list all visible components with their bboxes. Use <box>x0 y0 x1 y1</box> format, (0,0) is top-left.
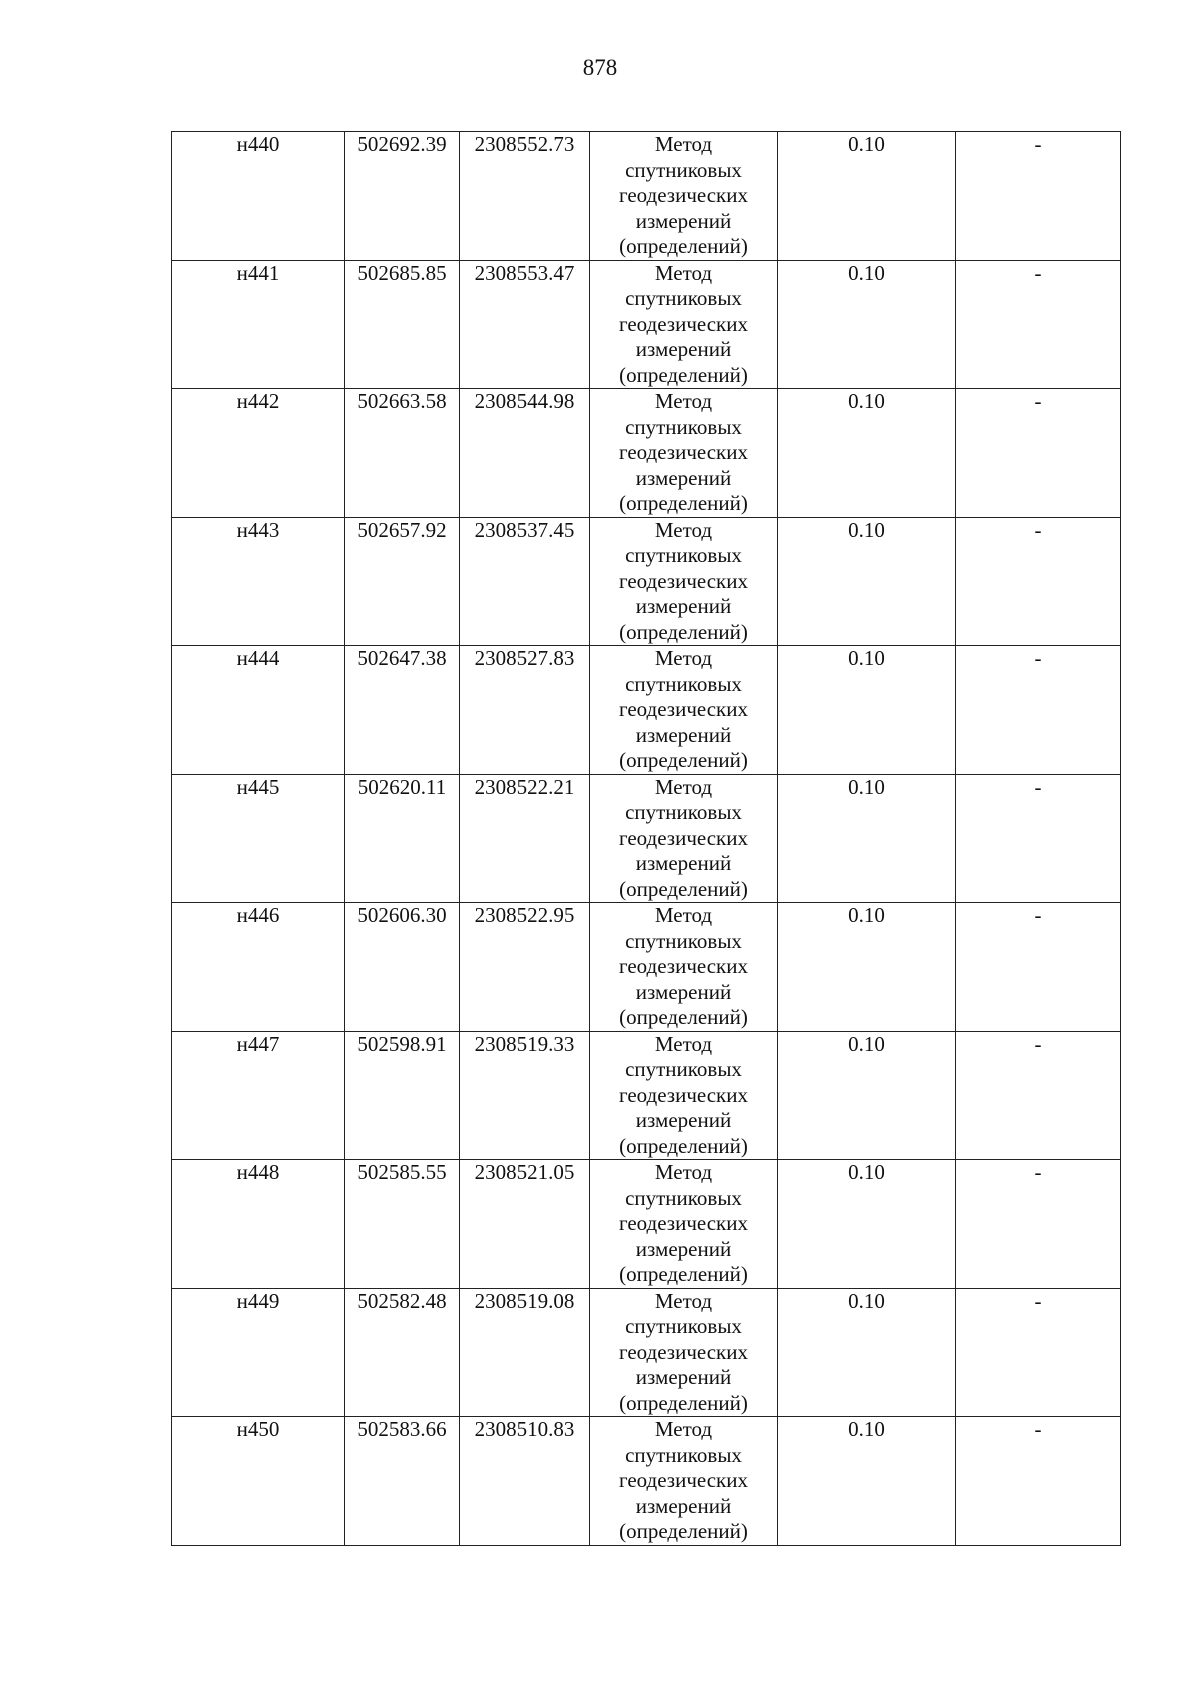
y-coordinate-cell: 2308521.05 <box>460 1160 590 1289</box>
x-coordinate-cell: 502692.39 <box>345 132 460 261</box>
x-coordinate-cell: 502598.91 <box>345 1031 460 1160</box>
x-coordinate-cell: 502606.30 <box>345 903 460 1032</box>
table-row <box>172 1288 1121 1417</box>
accuracy-cell: 0.10 <box>778 774 956 903</box>
method-cell: Метод спутниковых геодезических измерений (определений) <box>590 389 778 518</box>
method-cell: Метод спутниковых геодезических измерений (определений) <box>590 903 778 1032</box>
x-coordinate-cell: 502582.48 <box>345 1288 460 1417</box>
accuracy-cell: 0.10 <box>778 389 956 518</box>
method-cell: Метод спутниковых геодезических измерений (определений) <box>590 1417 778 1546</box>
accuracy-cell: 0.10 <box>778 1031 956 1160</box>
point-name-cell: н444 <box>172 646 345 775</box>
table-row <box>172 1417 1121 1546</box>
note-cell: - <box>956 260 1121 389</box>
y-coordinate-cell: 2308519.08 <box>460 1288 590 1417</box>
table-row <box>172 1160 1121 1289</box>
method-cell: Метод спутниковых геодезических измерений (определений) <box>590 1160 778 1289</box>
method-cell: Метод спутниковых геодезических измерений (определений) <box>590 1288 778 1417</box>
note-cell: - <box>956 517 1121 646</box>
point-name-cell: н445 <box>172 774 345 903</box>
note-cell: - <box>956 646 1121 775</box>
method-cell: Метод спутниковых геодезических измерений (определений) <box>590 517 778 646</box>
table-row <box>172 1031 1121 1160</box>
accuracy-cell: 0.10 <box>778 903 956 1032</box>
point-name-cell: н441 <box>172 260 345 389</box>
y-coordinate-cell: 2308510.83 <box>460 1417 590 1546</box>
y-coordinate-cell: 2308527.83 <box>460 646 590 775</box>
method-cell: Метод спутниковых геодезических измерений (определений) <box>590 1031 778 1160</box>
method-cell: Метод спутниковых геодезических измерений (определений) <box>590 260 778 389</box>
table-row <box>172 260 1121 389</box>
table-row <box>172 646 1121 775</box>
method-cell: Метод спутниковых геодезических измерений (определений) <box>590 132 778 261</box>
method-cell: Метод спутниковых геодезических измерений (определений) <box>590 774 778 903</box>
note-cell: - <box>956 774 1121 903</box>
table-row <box>172 774 1121 903</box>
note-cell: - <box>956 1031 1121 1160</box>
accuracy-cell: 0.10 <box>778 132 956 261</box>
point-name-cell: н446 <box>172 903 345 1032</box>
accuracy-cell: 0.10 <box>778 1288 956 1417</box>
point-name-cell: н448 <box>172 1160 345 1289</box>
table-row <box>172 389 1121 518</box>
table-row <box>172 132 1121 261</box>
table-row <box>172 903 1121 1032</box>
accuracy-cell: 0.10 <box>778 1160 956 1289</box>
coordinates-table-body <box>172 132 1121 1546</box>
accuracy-cell: 0.10 <box>778 517 956 646</box>
y-coordinate-cell: 2308519.33 <box>460 1031 590 1160</box>
accuracy-cell: 0.10 <box>778 1417 956 1546</box>
x-coordinate-cell: 502620.11 <box>345 774 460 903</box>
point-name-cell: н450 <box>172 1417 345 1546</box>
point-name-cell: н440 <box>172 132 345 261</box>
point-name-cell: н447 <box>172 1031 345 1160</box>
x-coordinate-cell: 502585.55 <box>345 1160 460 1289</box>
note-cell: - <box>956 389 1121 518</box>
table-row <box>172 517 1121 646</box>
y-coordinate-cell: 2308522.95 <box>460 903 590 1032</box>
y-coordinate-cell: 2308553.47 <box>460 260 590 389</box>
y-coordinate-cell: 2308537.45 <box>460 517 590 646</box>
y-coordinate-cell: 2308552.73 <box>460 132 590 261</box>
note-cell: - <box>956 132 1121 261</box>
x-coordinate-cell: 502685.85 <box>345 260 460 389</box>
page-number: 878 <box>582 55 618 80</box>
accuracy-cell: 0.10 <box>778 646 956 775</box>
note-cell: - <box>956 1288 1121 1417</box>
x-coordinate-cell: 502583.66 <box>345 1417 460 1546</box>
coordinates-table <box>171 131 1121 1546</box>
x-coordinate-cell: 502663.58 <box>345 389 460 518</box>
note-cell: - <box>956 1417 1121 1546</box>
note-cell: - <box>956 1160 1121 1289</box>
point-name-cell: н442 <box>172 389 345 518</box>
point-name-cell: н449 <box>172 1288 345 1417</box>
note-cell: - <box>956 903 1121 1032</box>
x-coordinate-cell: 502647.38 <box>345 646 460 775</box>
method-cell: Метод спутниковых геодезических измерений (определений) <box>590 646 778 775</box>
x-coordinate-cell: 502657.92 <box>345 517 460 646</box>
accuracy-cell: 0.10 <box>778 260 956 389</box>
y-coordinate-cell: 2308522.21 <box>460 774 590 903</box>
y-coordinate-cell: 2308544.98 <box>460 389 590 518</box>
point-name-cell: н443 <box>172 517 345 646</box>
